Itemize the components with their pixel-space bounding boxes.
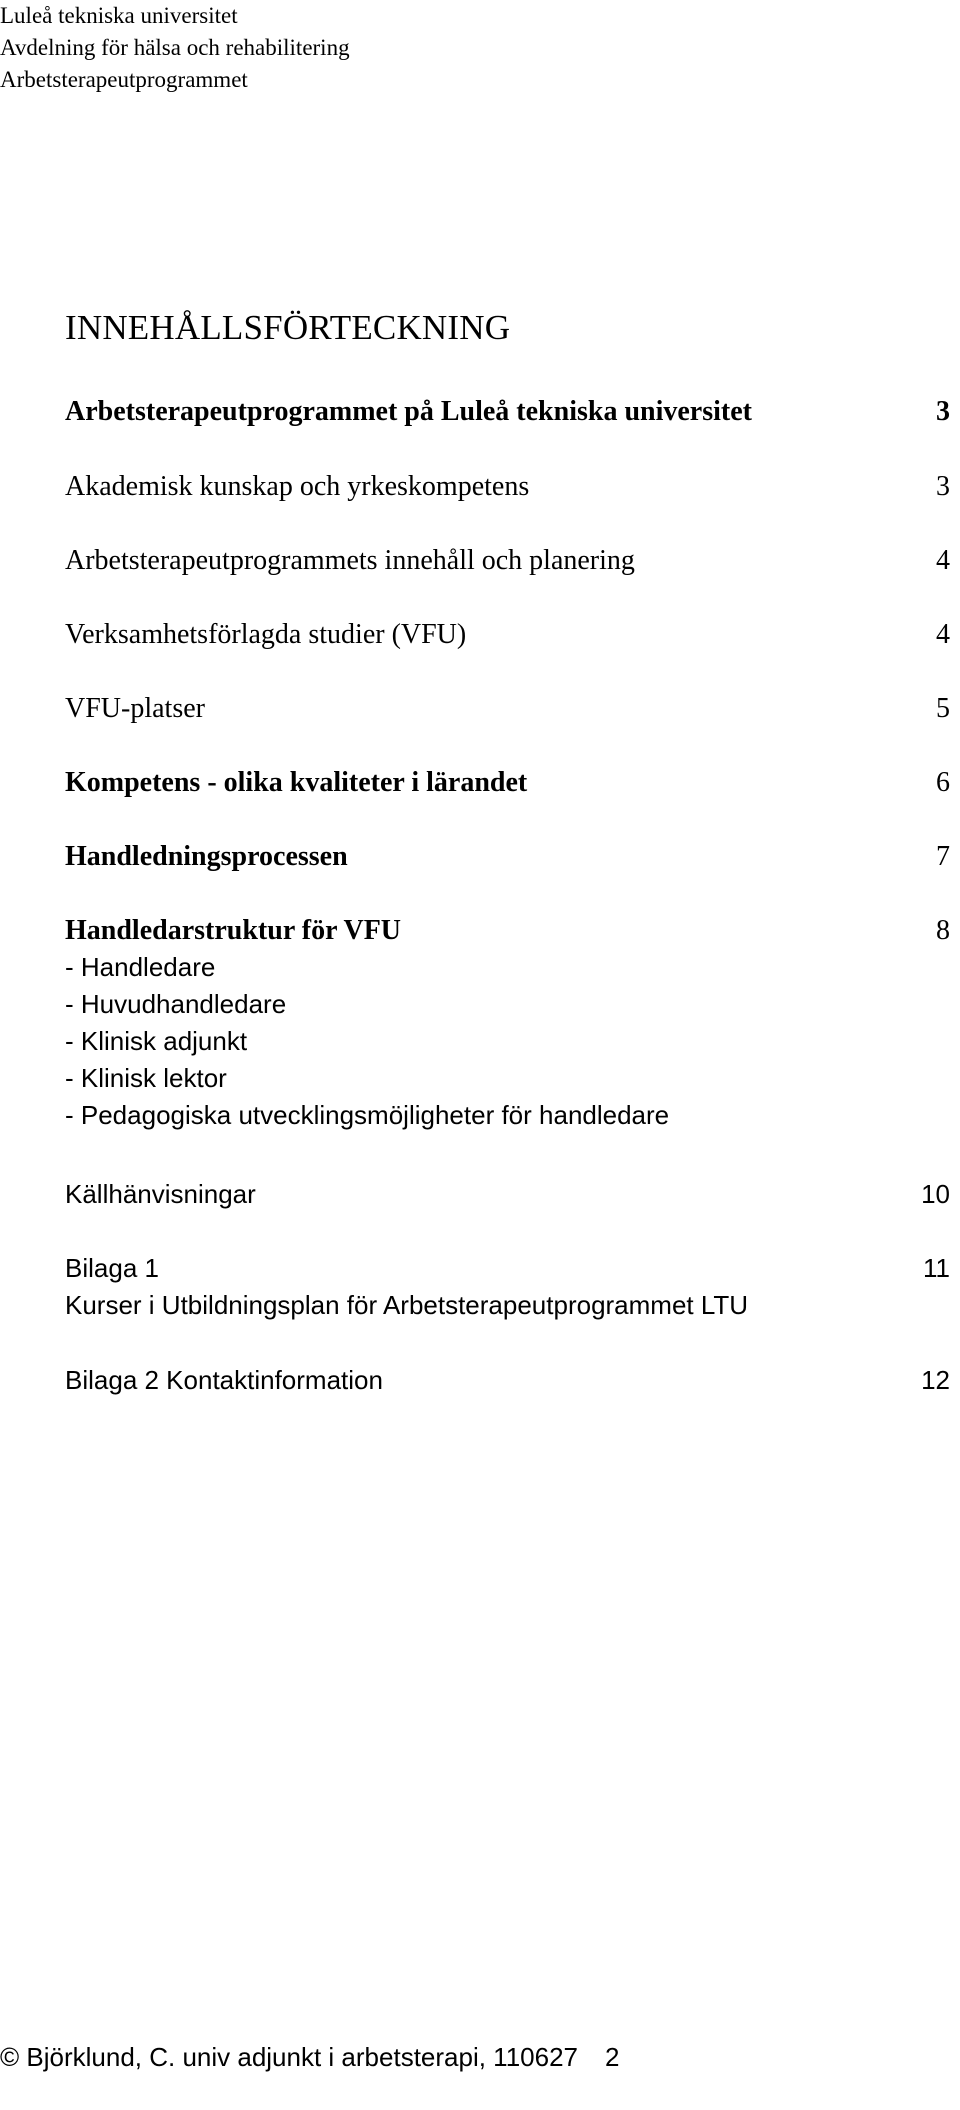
toc-title: INNEHÅLLSFÖRTECKNING bbox=[65, 308, 511, 347]
toc-entry-label: Handledningsprocessen bbox=[65, 841, 348, 872]
footer-copyright: © Björklund, C. univ adjunkt i arbetsterapi, 110627 bbox=[0, 2042, 579, 2072]
toc-entry bbox=[65, 690, 950, 727]
toc-entry-page: 4 bbox=[936, 619, 950, 650]
toc-entry-label: VFU-platser bbox=[65, 693, 205, 724]
toc-entry bbox=[65, 542, 950, 579]
toc-entry-page: 4 bbox=[936, 545, 950, 576]
toc-entry-label: Arbetsterapeutprogrammets innehåll och planering bbox=[65, 545, 635, 576]
toc-entry bbox=[65, 1362, 950, 1399]
toc-entry-page: 3 bbox=[936, 471, 950, 502]
toc-entry-page: 6 bbox=[936, 767, 950, 798]
document-footer bbox=[0, 2040, 620, 2074]
toc-entry-page: 11 bbox=[923, 1253, 950, 1283]
toc-entry-label: Bilaga 1 bbox=[65, 1253, 159, 1283]
toc-entry bbox=[65, 1250, 950, 1324]
toc-entry bbox=[65, 468, 950, 505]
header-program: Arbetsterapeutprogrammet bbox=[0, 67, 248, 92]
toc-entry bbox=[65, 1176, 950, 1213]
toc-subitem: - Pedagogiska utvecklingsmöjligheter för handledare bbox=[65, 1100, 670, 1130]
toc-entry bbox=[65, 616, 950, 653]
toc-entry-page: 3 bbox=[936, 396, 950, 427]
header-department: Avdelning för hälsa och rehabilitering bbox=[0, 35, 350, 60]
toc-subitem: - Handledare bbox=[65, 952, 216, 982]
toc-entry-page: 7 bbox=[936, 841, 950, 872]
toc-subitem: - Huvudhandledare bbox=[65, 989, 287, 1019]
toc-entry-page: 10 bbox=[921, 1179, 950, 1209]
toc-subitem: - Klinisk adjunkt bbox=[65, 1026, 248, 1056]
toc-entry-label: Källhänvisningar bbox=[65, 1179, 256, 1209]
document-header bbox=[0, 0, 350, 96]
header-university: Luleå tekniska universitet bbox=[0, 3, 238, 28]
toc-entry-label: Handledarstruktur för VFU bbox=[65, 915, 402, 946]
toc-entry-page: 12 bbox=[921, 1365, 950, 1395]
toc-entry-label: Akademisk kunskap och yrkeskompetens bbox=[65, 471, 530, 502]
toc-entry-label: Kompetens - olika kvaliteter i lärandet bbox=[65, 767, 528, 798]
toc-entry bbox=[65, 838, 950, 875]
toc-entry-page: 5 bbox=[936, 693, 950, 724]
toc-entry bbox=[65, 764, 950, 801]
toc-entry-page: 8 bbox=[936, 915, 950, 946]
toc-entry-continuation: Kurser i Utbildningsplan för Arbetsterapeutprogrammet LTU bbox=[65, 1290, 749, 1320]
toc-entry-label: Arbetsterapeutprogrammet på Luleå tekniska universitet bbox=[65, 396, 752, 427]
toc-subitem: - Klinisk lektor bbox=[65, 1063, 227, 1093]
toc-entry-label: Bilaga 2 Kontaktinformation bbox=[65, 1365, 383, 1395]
footer-page-number: 2 bbox=[605, 2042, 620, 2072]
toc-entry-label: Verksamhetsförlagda studier (VFU) bbox=[65, 619, 467, 650]
toc-entry bbox=[65, 912, 950, 1134]
toc-entry bbox=[65, 393, 950, 430]
